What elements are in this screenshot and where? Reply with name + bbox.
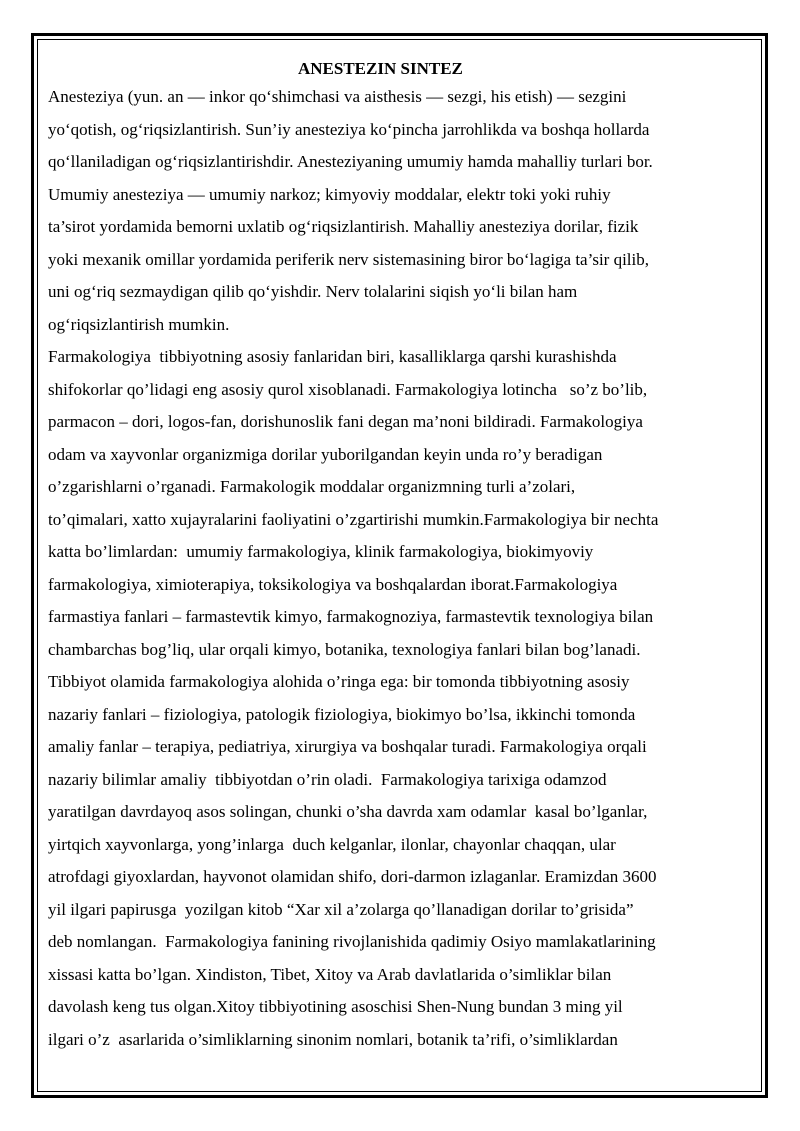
text-line: Farmakologiya tibbiyotning asosiy fanlaridan biri, kasalliklarga qarshi kurashishda (48, 347, 617, 366)
text-line: shifokorlar qo’lidagi eng asosiy qurol xisoblanadi. Farmakologiya lotincha so’z bo’lib, (48, 379, 648, 399)
text-line: davolash keng tus olgan.Xitoy tibbiyotining asoschisi Shen-Nung bundan 3 ming yil (48, 997, 623, 1016)
text-line: yoki mexanik omillar yordamida periferik nerv sistemasining biror bo‘lagiga ta’sir qilib, (48, 249, 649, 269)
text-line: atrofdagi giyoxlardan, hayvonot olamidan shifo, dori-darmon izlaganlar. Eramizdan 3600 (48, 867, 657, 886)
document-title: ANESTEZIN SINTEZ (298, 59, 463, 78)
paragraph-anesteziya (48, 81, 748, 341)
text-line: to’qimalari, xatto xujayralarini faoliyatini o’zgartirishi mumkin.Farmakologiya bir nechta (48, 509, 659, 529)
text-line: yo‘qotish, og‘riqsizlantirish. Sun’iy anesteziya ko‘pincha jarrohlikda va boshqa hollarda (48, 119, 650, 139)
text-line: og‘riqsizlantirish mumkin. (48, 314, 230, 334)
text-line: katta bo’limlardan: umumiy farmakologiya, klinik farmakologiya, biokimyoviy (48, 542, 594, 561)
text-line: o’zgarishlarni o’rganadi. Farmakologik moddalar organizmning turli a’zolari, (48, 477, 576, 496)
text-line: yirtqich xayvonlarga, yong’inlarga duch kelganlar, ilonlar, chayonlar chaqqan, ular (48, 834, 616, 854)
text-line: nazariy fanlari – fiziologiya, patologik fiziologiya, biokimyo bo’lsa, ikkinchi tomonda (48, 704, 636, 724)
text-line: parmacon – dori, logos-fan, dorishunoslik fani degan ma’noni bildiradi. Farmakologiya (48, 412, 643, 431)
text-line: deb nomlangan. Farmakologiya fanining rivojlanishida qadimiy Osiyo mamlakatlarining (48, 932, 656, 951)
text-line: ilgari o’z asarlarida o’simliklarning sinonim nomlari, botanik ta’rifi, o’simliklardan (48, 1029, 618, 1049)
text-line: farmakologiya, ximioterapiya, toksikologiya va boshqalardan iborat.Farmakologiya (48, 574, 618, 594)
text-line: uni og‘riq sezmaydigan qilib qo‘yishdir. Nerv tolalarini siqish yo‘li bilan ham (48, 282, 578, 301)
text-line: qo‘llaniladigan og‘riqsizlantirishdir. Anesteziyaning umumiy hamda mahalliy turlari bor. (48, 152, 653, 171)
text-line: farmastiya fanlari – farmastevtik kimyo, farmakognoziya, farmastevtik texnologiya bilan (48, 607, 654, 626)
text-line: Tibbiyot olamida farmakologiya alohida o’ringa ega: bir tomonda tibbiyotning asosiy (48, 672, 630, 691)
text-line: chambarchas bog’liq, ular orqali kimyo, botanika, texnologiya fanlari bilan bog’lanadi. (48, 639, 641, 659)
text-line: Anesteziya (yun. an — inkor qo‘shimchasi va aisthesis — sezgi, his etish) — sezgini (48, 87, 627, 106)
text-line: yaratilgan davrdayoq asos solingan, chunki o’sha davrda xam odamlar kasal bo’lganlar, (48, 802, 648, 821)
text-line: ta’sirot yordamida bemorni uxlatib og‘riqsizlantirish. Mahalliy anesteziya dorilar, fizik (48, 217, 639, 236)
text-line: nazariy bilimlar amaliy tibbiyotdan o’rin oladi. Farmakologiya tarixiga odamzod (48, 769, 607, 789)
document-body (48, 57, 748, 1056)
text-line: Umumiy anesteziya — umumiy narkoz; kimyoviy moddalar, elektr toki yoki ruhiy (48, 184, 611, 204)
text-line: xissasi katta bo’lgan. Xindiston, Tibet, Xitoy va Arab davlatlarida o’simliklar bilan (48, 964, 612, 984)
text-line: amaliy fanlar – terapiya, pediatriya, xirurgiya va boshqalar turadi. Farmakologiya orqali (48, 737, 647, 756)
text-line: yil ilgari papirusga yozilgan kitob “Xar xil a’zolarga qo’llanadigan dorilar to’grisida” (48, 899, 634, 919)
paragraph-farmakologiya (48, 341, 748, 1056)
text-line: odam va xayvonlar organizmiga dorilar yuborilgandan keyin unda ro’y beradigan (48, 444, 603, 464)
